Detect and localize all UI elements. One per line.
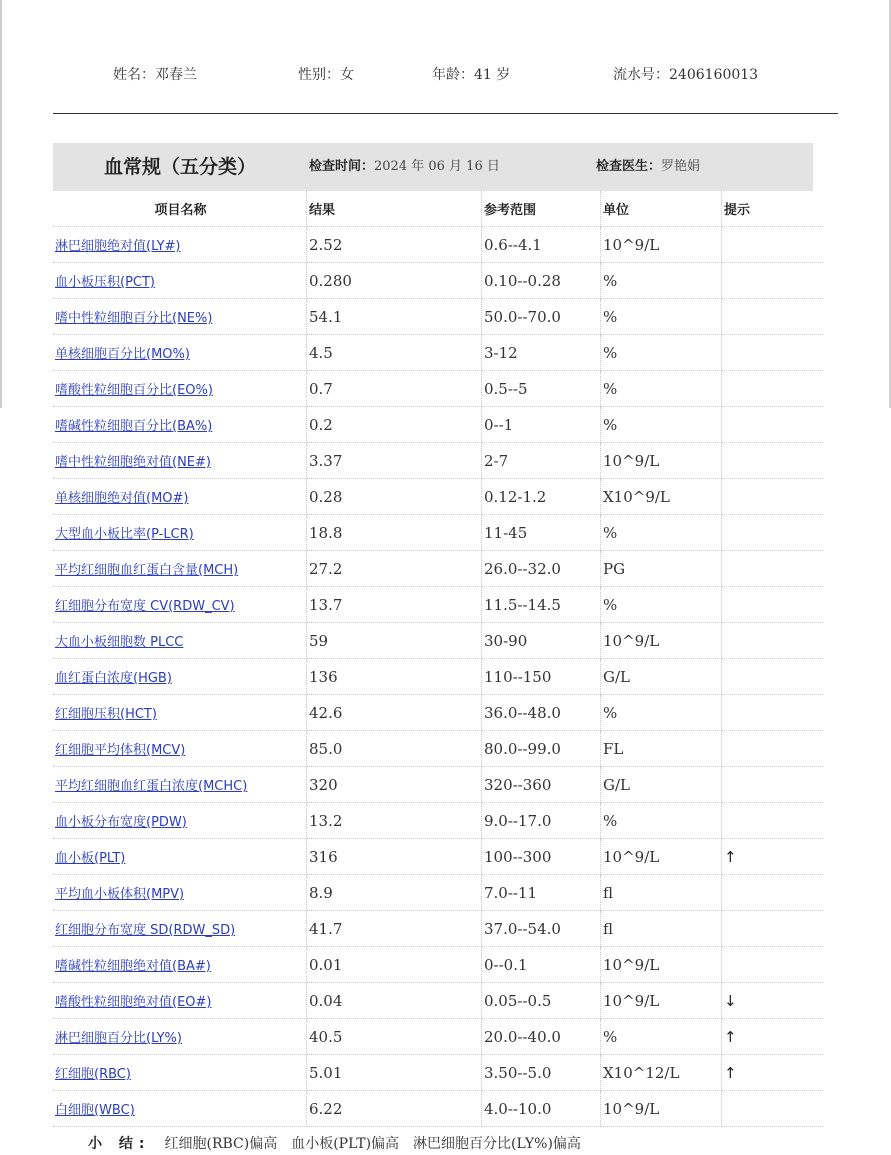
- hint-flag: [722, 803, 824, 839]
- reference-range: 110--150: [482, 659, 601, 695]
- unit-value: %: [601, 587, 722, 623]
- item-name-cell: [53, 983, 307, 1019]
- item-name-cell: [53, 263, 307, 299]
- item-name-cell: [53, 1019, 307, 1055]
- hint-flag: [722, 731, 824, 767]
- reference-range: 0--1: [482, 407, 601, 443]
- hint-flag: [722, 227, 824, 263]
- result-value: 27.2: [307, 551, 482, 587]
- table-row: [53, 767, 823, 803]
- unit-value: 10^9/L: [601, 623, 722, 659]
- item-name-link[interactable]: 嗜中性粒细胞绝对值(NE#): [55, 455, 211, 470]
- unit-value: 10^9/L: [601, 983, 722, 1019]
- reference-range: 0.05--0.5: [482, 983, 601, 1019]
- header-divider: [53, 113, 838, 114]
- hint-flag: [722, 371, 824, 407]
- item-name-link[interactable]: 淋巴细胞百分比(LY%): [55, 1031, 182, 1046]
- item-name-link[interactable]: 红细胞(RBC): [55, 1067, 131, 1082]
- result-value: 6.22: [307, 1091, 482, 1127]
- result-value: 40.5: [307, 1019, 482, 1055]
- item-name-cell: [53, 911, 307, 947]
- reference-range: 50.0--70.0: [482, 299, 601, 335]
- item-name-link[interactable]: 红细胞压积(HCT): [55, 707, 157, 722]
- report-table: [53, 143, 813, 1127]
- table-row: [53, 407, 823, 443]
- item-name-cell: [53, 659, 307, 695]
- table-row: [53, 299, 823, 335]
- item-name-cell: [53, 623, 307, 659]
- hint-flag: [722, 659, 824, 695]
- result-value: 0.28: [307, 479, 482, 515]
- hint-flag: ↑: [722, 1055, 824, 1091]
- hint-flag: [722, 1091, 824, 1127]
- col-range-header: 参考范围: [482, 191, 601, 227]
- result-value: 2.52: [307, 227, 482, 263]
- unit-value: 10^9/L: [601, 1091, 722, 1127]
- hint-flag: [722, 623, 824, 659]
- item-name-cell: [53, 407, 307, 443]
- result-value: 320: [307, 767, 482, 803]
- col-result-header: 结果: [307, 191, 482, 227]
- unit-value: X10^9/L: [601, 479, 722, 515]
- hint-flag: [722, 587, 824, 623]
- hint-flag: [722, 875, 824, 911]
- unit-value: %: [601, 515, 722, 551]
- result-value: 13.7: [307, 587, 482, 623]
- unit-value: G/L: [601, 767, 722, 803]
- table-row: [53, 1055, 823, 1091]
- result-value: 8.9: [307, 875, 482, 911]
- table-row: [53, 623, 823, 659]
- result-value: 59: [307, 623, 482, 659]
- unit-value: 10^9/L: [601, 839, 722, 875]
- result-value: 3.37: [307, 443, 482, 479]
- item-name-link[interactable]: 红细胞平均体积(MCV): [55, 743, 186, 758]
- item-name-cell: [53, 803, 307, 839]
- reference-range: 3-12: [482, 335, 601, 371]
- result-value: 54.1: [307, 299, 482, 335]
- patient-name: 姓名：邓春兰: [113, 67, 197, 83]
- table-row: [53, 803, 823, 839]
- table-row: [53, 551, 823, 587]
- unit-value: 10^9/L: [601, 443, 722, 479]
- item-name-cell: [53, 947, 307, 983]
- hint-flag: [722, 263, 824, 299]
- unit-value: G/L: [601, 659, 722, 695]
- hint-flag: [722, 551, 824, 587]
- item-name-link[interactable]: 血红蛋白浓度(HGB): [55, 671, 172, 686]
- unit-value: %: [601, 695, 722, 731]
- column-header-row: [53, 191, 823, 227]
- col-hint-header: 提示: [722, 191, 824, 227]
- reference-range: 11.5--14.5: [482, 587, 601, 623]
- table-row: [53, 659, 823, 695]
- reference-range: 320--360: [482, 767, 601, 803]
- page-edge-left: [0, 0, 2, 408]
- item-name-link[interactable]: 嗜酸性粒细胞百分比(EO%): [55, 383, 213, 398]
- unit-value: %: [601, 263, 722, 299]
- exam-doctor-label: 检查医生：: [596, 159, 662, 174]
- unit-value: fl: [601, 875, 722, 911]
- table-row: [53, 947, 823, 983]
- hint-flag: [722, 695, 824, 731]
- item-name-cell: [53, 299, 307, 335]
- unit-value: %: [601, 1019, 722, 1055]
- item-name-cell: [53, 479, 307, 515]
- col-unit-header: 单位: [601, 191, 722, 227]
- hint-flag: [722, 335, 824, 371]
- exam-doctor: [596, 143, 700, 191]
- unit-value: %: [601, 407, 722, 443]
- hint-flag: [722, 947, 824, 983]
- reference-range: 37.0--54.0: [482, 911, 601, 947]
- item-name-cell: [53, 695, 307, 731]
- exam-time-label: 检查时间：: [309, 159, 375, 174]
- table-row: [53, 839, 823, 875]
- table-row: [53, 371, 823, 407]
- reference-range: 3.50--5.0: [482, 1055, 601, 1091]
- result-value: 0.2: [307, 407, 482, 443]
- item-name-link[interactable]: 大型血小板比率(P-LCR): [55, 527, 194, 542]
- unit-value: 10^9/L: [601, 947, 722, 983]
- item-name-link[interactable]: 单核细胞绝对值(MO#): [55, 491, 189, 506]
- item-name-link[interactable]: 平均红细胞血红蛋白含量(MCH): [55, 563, 239, 578]
- result-value: 4.5: [307, 335, 482, 371]
- item-name-cell: [53, 1055, 307, 1091]
- result-value: 5.01: [307, 1055, 482, 1091]
- item-name-cell: [53, 443, 307, 479]
- unit-value: %: [601, 299, 722, 335]
- item-name-link[interactable]: 血小板压积(PCT): [55, 275, 156, 290]
- reference-range: 2-7: [482, 443, 601, 479]
- table-row: [53, 1019, 823, 1055]
- results-table: [53, 191, 823, 1127]
- unit-value: %: [601, 335, 722, 371]
- result-value: 42.6: [307, 695, 482, 731]
- item-name-cell: [53, 767, 307, 803]
- serial-number: 流水号：2406160013: [613, 67, 759, 83]
- item-name-link[interactable]: 平均血小板体积(MPV): [55, 887, 185, 902]
- reference-range: 36.0--48.0: [482, 695, 601, 731]
- hint-flag: ↑: [722, 1019, 824, 1055]
- reference-range: 26.0--32.0: [482, 551, 601, 587]
- result-value: 13.2: [307, 803, 482, 839]
- result-value: 41.7: [307, 911, 482, 947]
- result-value: 18.8: [307, 515, 482, 551]
- reference-range: 4.0--10.0: [482, 1091, 601, 1127]
- table-row: [53, 695, 823, 731]
- exam-time: [309, 143, 500, 191]
- item-name-cell: [53, 587, 307, 623]
- item-name-link[interactable]: 单核细胞百分比(MO%): [55, 347, 190, 362]
- report-title: 血常规（五分类）: [103, 156, 256, 178]
- result-value: 0.7: [307, 371, 482, 407]
- item-name-link[interactable]: 平均红细胞血红蛋白浓度(MCHC): [55, 779, 248, 794]
- item-name-cell: [53, 227, 307, 263]
- hint-flag: [722, 299, 824, 335]
- item-name-link[interactable]: 嗜碱性粒细胞百分比(BA%): [55, 419, 213, 434]
- unit-value: X10^12/L: [601, 1055, 722, 1091]
- hint-flag: ↓: [722, 983, 824, 1019]
- reference-range: 0.5--5: [482, 371, 601, 407]
- reference-range: 20.0--40.0: [482, 1019, 601, 1055]
- result-value: 0.01: [307, 947, 482, 983]
- result-value: 85.0: [307, 731, 482, 767]
- item-name-link[interactable]: 血小板(PLT): [55, 851, 126, 866]
- result-value: 316: [307, 839, 482, 875]
- reference-range: 80.0--99.0: [482, 731, 601, 767]
- summary-text: 红细胞(RBC)偏高 血小板(PLT)偏高 淋巴细胞百分比(LY%)偏高: [164, 1136, 581, 1152]
- patient-gender: 性别：女: [298, 67, 354, 83]
- item-name-cell: [53, 731, 307, 767]
- col-name-header: 项目名称: [53, 191, 307, 227]
- item-name-link[interactable]: 红细胞分布宽度 CV(RDW_CV): [55, 599, 235, 614]
- table-row: [53, 443, 823, 479]
- item-name-cell: [53, 551, 307, 587]
- result-value: 0.04: [307, 983, 482, 1019]
- unit-value: %: [601, 803, 722, 839]
- unit-value: FL: [601, 731, 722, 767]
- table-row: [53, 227, 823, 263]
- reference-range: 0--0.1: [482, 947, 601, 983]
- summary: [88, 1133, 581, 1153]
- item-name-cell: [53, 335, 307, 371]
- hint-flag: [722, 443, 824, 479]
- table-row: [53, 731, 823, 767]
- result-value: 0.280: [307, 263, 482, 299]
- item-name-link[interactable]: 白细胞(WBC): [55, 1103, 135, 1118]
- item-name-link[interactable]: 嗜碱性粒细胞绝对值(BA#): [55, 959, 211, 974]
- exam-time-value: 2024 年 06 月 16 日: [374, 159, 500, 174]
- report-header-band: [53, 143, 813, 191]
- hint-flag: [722, 479, 824, 515]
- reference-range: 0.12-1.2: [482, 479, 601, 515]
- table-row: [53, 587, 823, 623]
- item-name-link[interactable]: 大血小板细胞数 PLCC: [55, 635, 184, 650]
- reference-range: 0.10--0.28: [482, 263, 601, 299]
- item-name-link[interactable]: 淋巴细胞绝对值(LY#): [55, 239, 181, 254]
- reference-range: 9.0--17.0: [482, 803, 601, 839]
- item-name-cell: [53, 875, 307, 911]
- hint-flag: [722, 407, 824, 443]
- reference-range: 7.0--11: [482, 875, 601, 911]
- summary-label: 小 结:: [88, 1136, 151, 1152]
- unit-value: fl: [601, 911, 722, 947]
- results-body: [53, 227, 823, 1127]
- hint-flag: [722, 911, 824, 947]
- item-name-link[interactable]: 嗜中性粒细胞百分比(NE%): [55, 311, 213, 326]
- hint-flag: [722, 515, 824, 551]
- table-row: [53, 479, 823, 515]
- item-name-cell: [53, 1091, 307, 1127]
- item-name-link[interactable]: 红细胞分布宽度 SD(RDW_SD): [55, 923, 236, 938]
- reference-range: 0.6--4.1: [482, 227, 601, 263]
- item-name-cell: [53, 515, 307, 551]
- reference-range: 100--300: [482, 839, 601, 875]
- table-row: [53, 515, 823, 551]
- table-row: [53, 263, 823, 299]
- reference-range: 30-90: [482, 623, 601, 659]
- item-name-cell: [53, 839, 307, 875]
- patient-age: 年龄：41 岁: [432, 67, 511, 83]
- table-row: [53, 875, 823, 911]
- table-row: [53, 983, 823, 1019]
- hint-flag: ↑: [722, 839, 824, 875]
- unit-value: 10^9/L: [601, 227, 722, 263]
- item-name-link[interactable]: 嗜酸性粒细胞绝对值(EO#): [55, 995, 212, 1010]
- unit-value: PG: [601, 551, 722, 587]
- table-row: [53, 911, 823, 947]
- item-name-cell: [53, 371, 307, 407]
- exam-doctor-value: 罗艳娟: [661, 159, 701, 174]
- unit-value: %: [601, 371, 722, 407]
- table-row: [53, 335, 823, 371]
- item-name-link[interactable]: 血小板分布宽度(PDW): [55, 815, 187, 830]
- reference-range: 11-45: [482, 515, 601, 551]
- hint-flag: [722, 767, 824, 803]
- table-row: [53, 1091, 823, 1127]
- patient-info: [0, 64, 891, 86]
- result-value: 136: [307, 659, 482, 695]
